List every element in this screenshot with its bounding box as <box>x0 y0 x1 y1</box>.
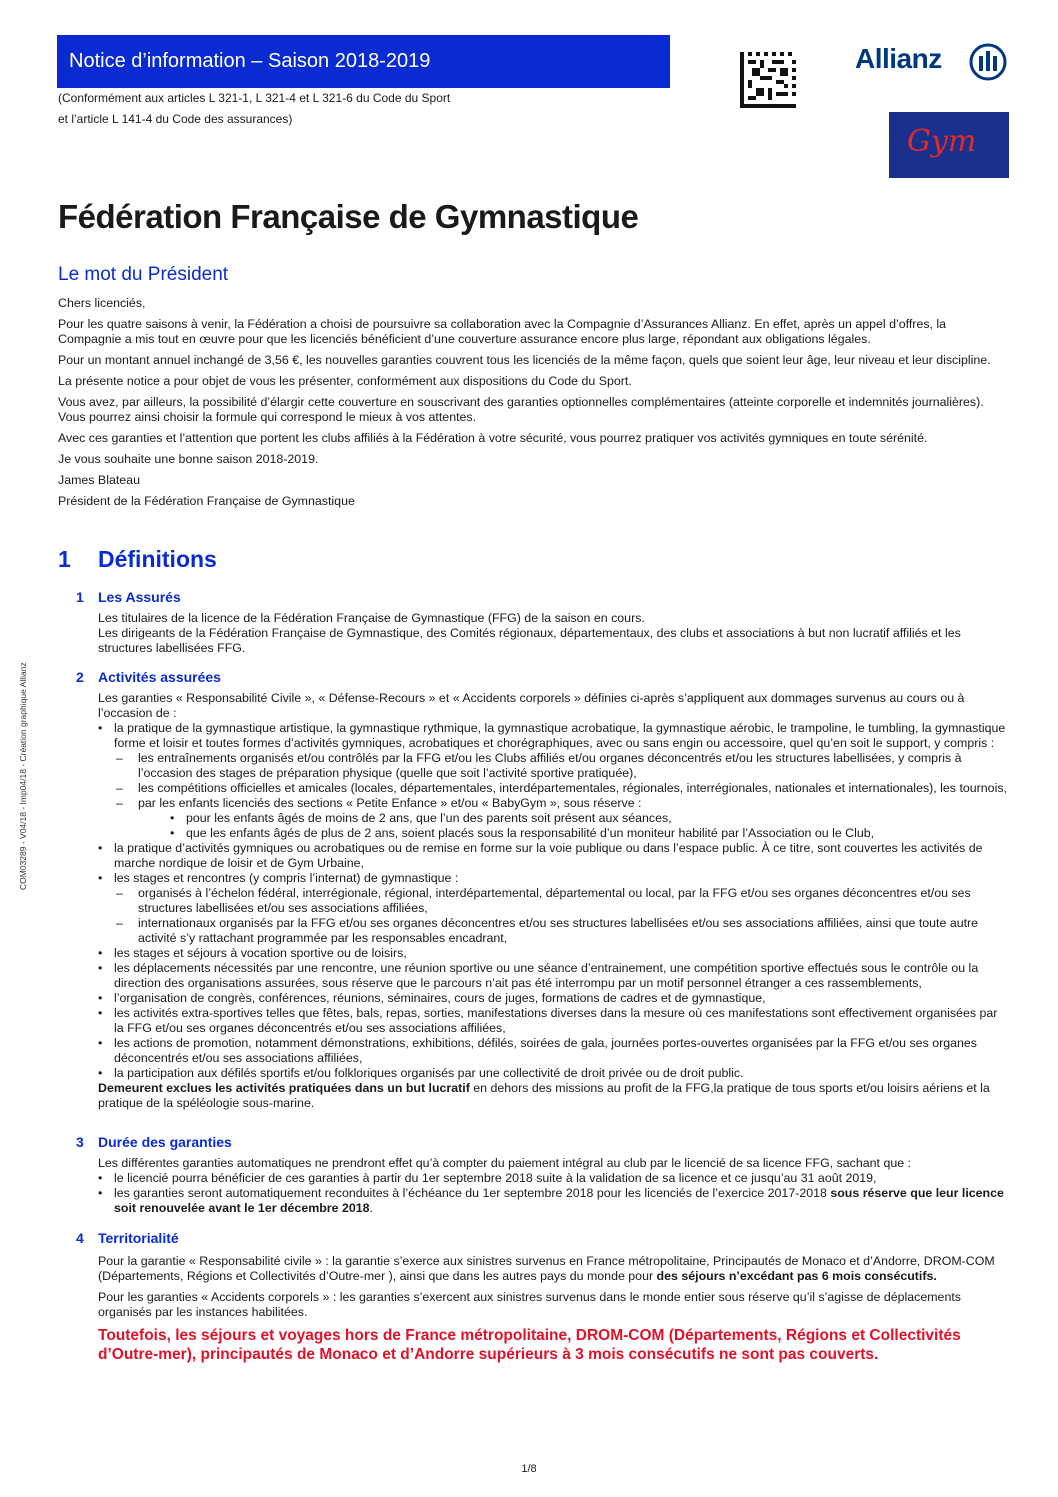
ffg-gym-logo <box>889 112 1009 178</box>
list-item: • la pratique d’activités gymniques ou acrobatiques ou de remise en forme sur la voie publique ou dans l’espace public. À ce titre, sont couvertes les activités de marche nordique de loisir et de Gym Urbaine, <box>98 841 1010 871</box>
list-item: – les compétitions officielles et amicales (locales, départementales, interdépartementales, régionales, interrégionales, nationales et internationales), les tournois, <box>114 781 1010 796</box>
legal-reference-note <box>58 88 450 130</box>
list-item: – par les enfants licenciés des sections « Petite Enfance » et/ou « BabyGym », sous réserve : • pour les enfants âgés de moins de 2 ans, que l’un des parents soit présent aux séances, • que les enfants âgés de plus de 2 ans, soient placés sous la responsabilité d’un moniteur habilité par l’Association ou le Club, <box>114 796 1010 841</box>
assures-line: Les titulaires de la licence de la Fédération Française de Gymnastique (FFG) de la saison en cours. <box>98 611 645 625</box>
president-signature-name: James Blateau <box>58 473 140 487</box>
president-signature-title: Président de la Fédération Française de Gymnastique <box>58 494 355 508</box>
datamatrix-code-icon <box>740 52 796 108</box>
subsection-title: Activités assurées <box>98 669 221 685</box>
coverage-warning: Toutefois, les séjours et voyages hors de France métropolitaine, DROM-COM (Départements, Régions et Collectivités d’Outre-mer), principautés de Monaco et d’Andorre supérieurs à 3 mois consécutifs ne sont pas couverts. <box>98 1327 961 1363</box>
subsection-title: Durée des garanties <box>98 1134 232 1150</box>
president-paragraph: Chers licenciés, <box>58 296 146 310</box>
list-item: • les activités extra-sportives telles que fêtes, bals, repas, sorties, manifestations diverses dans la mesure où ces manifestations sont effectivement organisées par la FFG et/ou ses organes déconcentrés et/ou ses associations affiliées, <box>98 1006 1010 1036</box>
allianz-eagle-icon <box>968 42 1008 82</box>
duree-content <box>98 1156 1010 1216</box>
president-paragraph: Pour un montant annuel inchangé de 3,56 €, les nouvelles garanties couvrent tous les licenciés de la même façon, quels que soient leur âge, leur niveau et leur discipline. <box>58 353 991 367</box>
subsection-number: 4 <box>76 1230 84 1246</box>
territorialite-ac-paragraph: Pour les garanties « Accidents corporels » : les garanties s’exercent aux sinistres survenus dans le monde entier sous réserve qu’il s’agisse de déplacements organisés par les instances habilitées. <box>98 1290 961 1319</box>
list-item: • les déplacements nécessités par une rencontre, une réunion sportive ou une séance d’entrainement, une compétition sportive effectués sous le contrôle ou la direction des organisations assurées, sous réserve que le parcours n’ait pas été interrompu par un motif personnel étranger a ces rassemblements, <box>98 961 1010 991</box>
page-title: Fédération Française de Gymnastique <box>58 198 639 235</box>
list-item: • les stages et rencontres (y compris l’internat) de gymnastique : – organisés à l’échelon fédéral, interrégionale, régional, interdépartemental, départemental ou local, par la FFG et/ou ses organes déconcentres et/ou ses structures labellisées et/ou ses associations affiliées, – internationaux organisés par la FFG et/ou ses organes déconcentres et/ou ses structures labellisées et/ou ses associations affiliées, ainsi que toute autre activité s’y rattachant programmée par les responsables encadrant, <box>98 871 1010 946</box>
exclusions-paragraph: Demeurent exclues les activités pratiquées dans un but lucratif en dehors des missions au profit de la FFG,la pratique de tous sports et/ou loisirs aériens et la pratique de la spéléologie sous-marine. <box>98 1081 990 1110</box>
president-heading: Le mot du Président <box>58 264 229 285</box>
exclusions-bold: Demeurent exclues les activités pratiquées dans un but lucratif <box>98 1081 470 1095</box>
list-item: • la pratique de la gymnastique artistique, la gymnastique rythmique, la gymnastique acrobatique, la gymnastique aérobic, le trampoline, le tumbling, la gymnastique forme et loisir et toutes formes d’activités gymniques, acrobatiques et chorégraphiques, avec ou sans engin ou accessoire, quel qu’en soit le support, y compris : – les entraînements organisés et/ou contrôlés par la FFG et/ou les Clubs affiliés et/ou organes déconcentrés et/ou les structures labellisées, y compris à l’occasion des stages de préparation physique (quelle que soit l’activité sportive pratiquée), – les compétitions officielles et amicales (locales, départementales, interdépartementales, régionales, interrégionales, nationales et internationales), les tournois, – par les enfants licenciés des sections « Petite Enfance » et/ou « BabyGym », sous réserve : • pour les enfants âgés de moins de 2 ans, que l’un des parents soit présent aux séances, • que les enfants âgés de plus de 2 ans, soient placés sous la responsabilité d’un moniteur habilité par l’Association ou le Club, <box>98 721 1010 841</box>
subsection-number: 2 <box>76 669 84 685</box>
president-paragraph: Vous avez, par ailleurs, la possibilité d’élargir cette couverture en souscrivant des garanties optionnelles complémentaires (atteinte corporelle et indemnités journalières). Vous pourrez ainsi choisir la formule qui correspond le mieux à vos attentes. <box>58 395 984 424</box>
list-item: • la participation aux défilés sportifs et/ou folkloriques organisés par une collectivité de droit privée ou de droit public. <box>98 1066 1010 1081</box>
section-title: Définitions <box>98 546 217 572</box>
assures-line: Les dirigeants de la Fédération Française de Gymnastique, des Comités régionaux, départementaux, des clubs et associations à but non lucratif affiliés et les structures labellisées FFG. <box>98 626 961 655</box>
notice-banner: Notice d’information – Saison 2018-2019 <box>57 35 670 88</box>
list-item: • les stages et séjours à vocation sportive ou de loisirs, <box>98 946 1010 961</box>
ffg-gym-logo-text: Gym <box>907 124 977 159</box>
list-item: • les garanties seront automatiquement reconduites à l’échéance du 1er septembre 2018 pour les licenciés de l’exercice 2017-2018 sous réserve que leur licence soit renouvelée avant le 1er décembre 2018. <box>98 1186 1010 1216</box>
allianz-logo: Allianz <box>855 43 942 74</box>
president-message <box>58 296 1008 515</box>
subsection-title: Les Assurés <box>98 589 181 605</box>
section-number: 1 <box>58 546 71 572</box>
side-reference: COM03289 - V04/18 - Imp04/18 - Création graphique Allianz <box>18 662 28 890</box>
subsection-number: 1 <box>76 589 84 605</box>
list-item: • les actions de promotion, notamment démonstrations, exhibitions, défilés, soirées de gala, journées portes-ouvertes organisées par la FFG et/ou ses organes déconcentrés et/ou ses associations affiliées, <box>98 1036 1010 1066</box>
territorialite-content <box>98 1254 1010 1320</box>
president-paragraph: Avec ces garanties et l’attention que portent les clubs affiliés à la Fédération à votre sécurité, vous pourrez pratiquer vos activités gymniques en toute sérénité. <box>58 431 928 445</box>
president-paragraph: Pour les quatre saisons à venir, la Fédération a choisi de poursuivre sa collaboration avec la Compagnie d’Assurances Allianz. En effet, après un appel d’offres, la Compagnie a mis tout en œuvre pour que les licenciés bénéficient d’une couverture assurance encore plus large, répondant aux obligations légales. <box>58 317 947 346</box>
list-item: – internationaux organisés par la FFG et/ou ses organes déconcentres et/ou ses structures labellisées et/ou ses associations affiliées, ainsi que toute autre activité s’y rattachant programmée par les responsables encadrant, <box>114 916 1010 946</box>
list-item: • que les enfants âgés de plus de 2 ans, soient placés sous la responsabilité d’un moniteur habilité par l’Association ou le Club, <box>138 826 1010 841</box>
page-number: 1/8 <box>521 1463 537 1475</box>
territorialite-rc-paragraph: Pour la garantie « Responsabilité civile » : la garantie s’exerce aux sinistres survenus en France métropolitaine, Principautés de Monaco et d’Andorre, DROM-COM (Départements, Régions et Collectivités d’Outre-mer ), ainsi que dans les autres pays du monde pour des séjours n’excédant pas 6 mois consécutifs. <box>98 1254 995 1283</box>
president-paragraph: Je vous souhaite une bonne saison 2018-2019. <box>58 452 319 466</box>
assures-content <box>98 611 1010 656</box>
list-item: • pour les enfants âgés de moins de 2 ans, que l’un des parents soit présent aux séances, <box>138 811 1010 826</box>
legal-reference-line-1: (Conformément aux articles L 321-1, L 321-4 et L 321-6 du Code du Sport <box>58 91 451 105</box>
legal-reference-line-2: et l’article L 141-4 du Code des assurances) <box>58 112 293 126</box>
activites-content <box>98 691 1010 1111</box>
duree-intro: Les différentes garanties automatiques ne prendront effet qu’à compter du paiement intégral au club par le licencié de sa licence FFG, sachant que : <box>98 1156 911 1170</box>
subsection-number: 3 <box>76 1134 84 1150</box>
subsection-title: Territorialité <box>98 1230 179 1246</box>
activites-intro: Les garanties « Responsabilité Civile », « Défense-Recours » et « Accidents corporels » définies ci-après s’appliquent aux dommages survenus au cours ou à l’occasion de : <box>98 691 965 720</box>
list-item: • l’organisation de congrès, conférences, réunions, séminaires, cours de juges, formations de cadres et de gymnastique, <box>98 991 1010 1006</box>
president-paragraph: La présente notice a pour objet de vous les présenter, conformément aux dispositions du Code du Sport. <box>58 374 632 388</box>
list-item: – les entraînements organisés et/ou contrôlés par la FFG et/ou les Clubs affiliés et/ou organes déconcentrés et/ou les structures labellisées, y compris à l’occasion des stages de préparation physique (quelle que soit l’activité sportive pratiquée), <box>114 751 1010 781</box>
list-item: – organisés à l’échelon fédéral, interrégionale, régional, interdépartemental, départemental ou local, par la FFG et/ou ses organes déconcentres et/ou ses structures labellisées et/ou ses associations affiliées, <box>114 886 1010 916</box>
list-item: • le licencié pourra bénéficier de ces garanties à partir du 1er septembre 2018 suite à la validation de sa licence et ce jusqu’au 31 août 2019, <box>98 1171 1010 1186</box>
